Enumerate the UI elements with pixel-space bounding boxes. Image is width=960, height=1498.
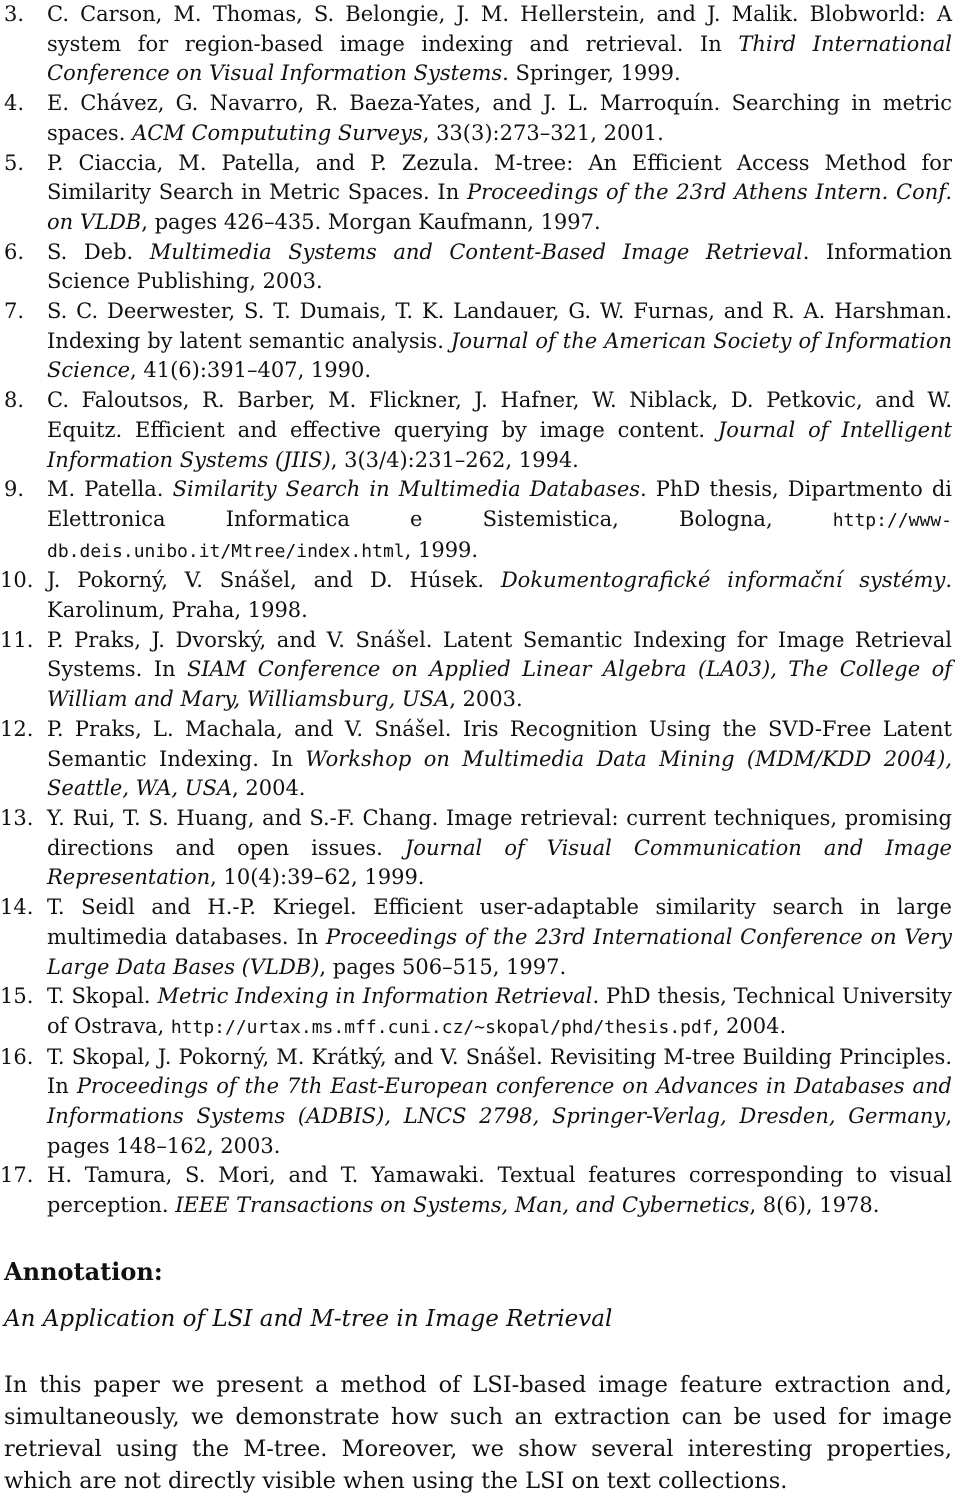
reference-venue: SIAM Conference on Applied Linear Algebra (LA03), The College of William and Mary, Williamsburg, USA: [47, 657, 952, 712]
annotation-title: An Application of LSI and M-tree in Image Retrieval: [4, 1306, 613, 1332]
reference-text: , 33(3):273–321, 2001.: [422, 120, 664, 145]
reference-text: , 8(6), 1978.: [749, 1193, 880, 1218]
reference-item: [0, 149, 960, 238]
annotation-section: [4, 1252, 952, 1497]
reference-text: P. Praks, L. Machala, and V. Snášel. Iris Recognition Using the SVD-Free Latent Semantic Indexing. In: [47, 716, 952, 771]
reference-venue: Third International Conference on Visual Information Systems: [47, 31, 952, 86]
reference-text: , 41(6):391–407, 1990.: [130, 358, 372, 383]
reference-item: [0, 566, 960, 625]
reference-number: 17.: [0, 1163, 34, 1188]
reference-item: [0, 1161, 960, 1220]
reference-venue: IEEE Transactions on Systems, Man, and Cybernetics: [175, 1193, 750, 1218]
reference-text: C. Carson, M. Thomas, S. Belongie, J. M. Hellerstein, and J. Malik. Blobworld: A system for region-based image indexing and retrieval. In: [47, 2, 952, 56]
reference-number: 4.: [4, 91, 25, 116]
reference-text: P. Praks, J. Dvorský, and V. Snášel. Latent Semantic Indexing for Image Retrieval Systems. In: [47, 627, 952, 682]
reference-text: . Springer, 1999.: [502, 61, 681, 86]
reference-text: , 2003.: [449, 687, 523, 712]
reference-number: 15.: [0, 984, 34, 1009]
reference-text: , 2004.: [232, 776, 306, 801]
reference-text: P. Ciaccia, M. Patella, and P. Zezula. M-tree: An Efficient Access Method for Similarity Search in Metric Spaces. In: [47, 150, 952, 205]
reference-item: [0, 1043, 960, 1162]
reference-number: 8.: [4, 388, 25, 413]
reference-text: S. Deb.: [47, 239, 150, 264]
reference-number: 7.: [4, 299, 25, 324]
reference-url[interactable]: http://urtax.ms.mff.cuni.cz/~skopal/phd/thesis.pdf: [170, 1016, 713, 1038]
reference-number: 6.: [4, 239, 25, 264]
reference-venue: Journal of the American Society of Information Science: [47, 328, 953, 383]
reference-text: C. Faloutsos, R. Barber, M. Flickner, J. Hafner, W. Niblack, D. Petkovic, and W. Equitz. Efficient and effective querying by image content.: [47, 388, 952, 442]
reference-venue: Multimedia Systems and Content-Based Image Retrieval: [149, 239, 803, 264]
reference-item: [0, 982, 960, 1042]
reference-venue: Proceedings of the 23rd International Conference on Very Large Data Bases (VLDB): [47, 924, 952, 979]
reference-venue: Workshop on Multimedia Data Mining (MDM/KDD 2004), Seattle, WA, USA: [47, 746, 952, 801]
reference-number: 14.: [0, 895, 34, 920]
reference-text: . Information Science Publishing, 2003.: [47, 239, 952, 294]
reference-text: Y. Rui, T. S. Huang, and S.-F. Chang. Image retrieval: current techniques, promising directions and open issues.: [47, 805, 952, 860]
reference-item: [0, 386, 960, 475]
reference-venue: Metric Indexing in Information Retrieval: [157, 984, 593, 1009]
reference-venue: Similarity Search in Multimedia Databases: [172, 477, 641, 502]
reference-item: [0, 238, 960, 297]
reference-text: T. Skopal, J. Pokorný, M. Krátký, and V. Snášel. Revisiting M-tree Building Principles. In: [47, 1044, 952, 1099]
reference-number: 12.: [0, 716, 34, 741]
annotation-heading: Annotation:: [4, 1257, 163, 1286]
reference-text: T. Skopal.: [47, 984, 158, 1009]
reference-text: E. Chávez, G. Navarro, R. Baeza-Yates, and J. L. Marroquín. Searching in metric spaces.: [47, 91, 952, 145]
reference-text: , pages 506–515, 1997.: [319, 954, 567, 979]
reference-item: [0, 626, 960, 715]
reference-number: 16.: [0, 1044, 34, 1069]
reference-url[interactable]: http://www-db.deis.unibo.it/Mtree/index.html: [47, 509, 952, 562]
reference-text: , 3(3/4):231–262, 1994.: [330, 447, 579, 472]
reference-text: , pages 426–435. Morgan Kaufmann, 1997.: [141, 209, 601, 234]
reference-item: [0, 89, 960, 148]
reference-venue: Proceedings of the 7th East-European conference on Advances in Databases and Informations Systems (ADBIS), LNCS 2798, Springer-Verlag, Dresden, Germany: [47, 1074, 953, 1129]
reference-item: [0, 0, 960, 89]
reference-item: [0, 715, 960, 804]
reference-text: , 10(4):39–62, 1999.: [210, 865, 425, 890]
reference-text: T. Seidl and H.-P. Kriegel. Efficient user-adaptable similarity search in large multimedia databases. In: [47, 895, 952, 949]
reference-item: [0, 893, 960, 982]
reference-text: , pages 148–162, 2003.: [47, 1104, 952, 1158]
reference-text: . PhD thesis, Technical University of Ostrava,: [47, 984, 952, 1038]
reference-text: , 1999.: [404, 537, 479, 562]
reference-text: M. Patella.: [47, 477, 173, 502]
reference-text: J. Pokorný, V. Snášel, and D. Húsek.: [47, 568, 501, 593]
reference-item: [0, 297, 960, 386]
reference-number: 3.: [4, 2, 25, 26]
reference-item: [0, 804, 960, 893]
reference-number: 10.: [0, 568, 34, 593]
reference-text: H. Tamura, S. Mori, and T. Yamawaki. Textual features corresponding to visual perception.: [47, 1163, 952, 1218]
annotation-body: In this paper we present a method of LSI-based image feature extraction and, simultaneously, we demonstrate how such an extraction can be used for image retrieval using the M-tree. Moreover, we show several interesting properties, which are not directly visible when using the LSI on text collections.: [4, 1372, 952, 1494]
reference-venue: Dokumentografické informační systémy: [500, 568, 946, 593]
reference-text: . PhD thesis, Dipartmento di Elettronica Informatica e Sistemistica, Bologna,: [47, 477, 952, 531]
reference-venue: Journal of Intelligent Information Systems (JIIS): [47, 417, 952, 472]
reference-text: . Karolinum, Praha, 1998.: [47, 568, 953, 623]
reference-venue: ACM Compututing Surveys: [132, 120, 423, 145]
reference-venue: Journal of Visual Communication and Image Representation: [47, 835, 952, 890]
reference-item: [0, 475, 960, 566]
reference-number: 9.: [4, 477, 25, 502]
reference-text: , 2004.: [712, 1013, 787, 1038]
reference-venue: Proceedings of the 23rd Athens Intern. Conf. on VLDB: [47, 180, 952, 234]
reference-number: 13.: [0, 805, 34, 830]
reference-text: S. C. Deerwester, S. T. Dumais, T. K. Landauer, G. W. Furnas, and R. A. Harshman. Indexing by latent semantic analysis.: [47, 299, 952, 353]
reference-number: 11.: [0, 627, 34, 652]
reference-number: 5.: [4, 150, 25, 175]
